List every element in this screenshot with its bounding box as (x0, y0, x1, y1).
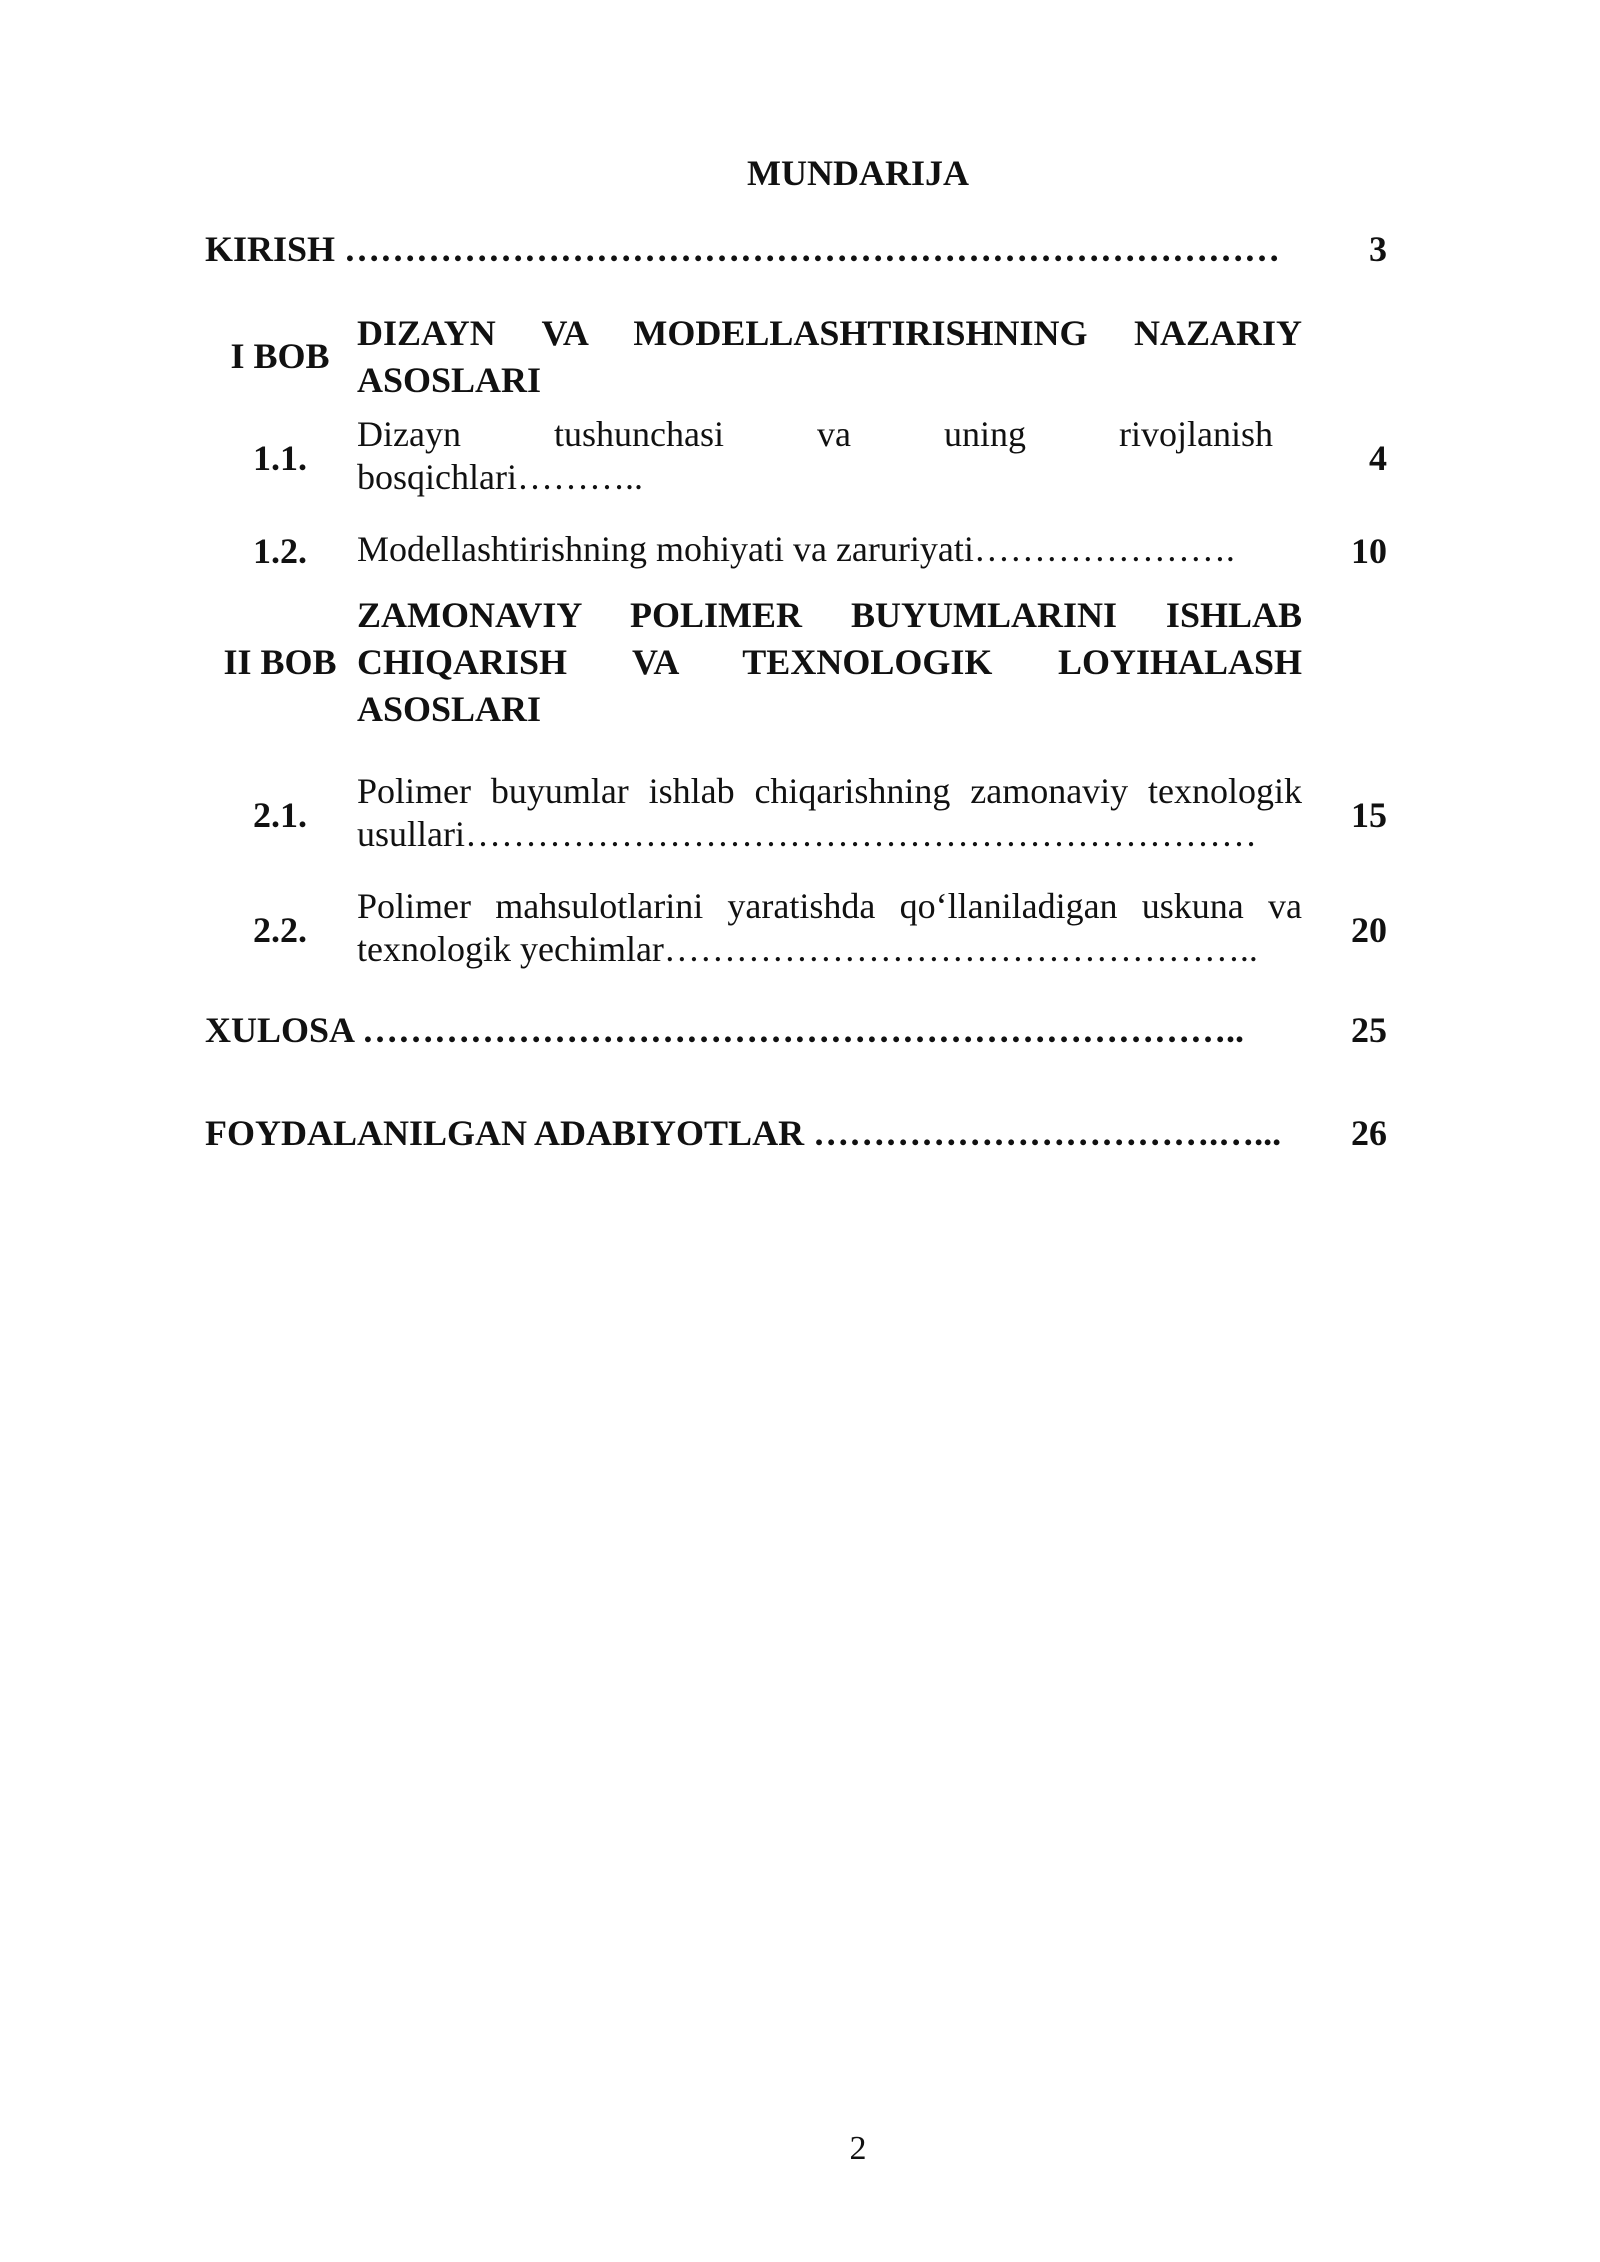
section-label: 1.2. (253, 531, 307, 571)
chapter-title: DIZAYN VA MODELLASHTIRISHNING NAZARIY ASOSLARI (357, 313, 1302, 400)
toc-page-number: 3 (1369, 229, 1387, 269)
toc-entry-text: KIRISH …………………………………………………………………… (205, 229, 1281, 269)
page-number: 2 (849, 2130, 867, 2167)
toc-page-number: 10 (1351, 531, 1387, 571)
section-label: 2.2. (253, 910, 307, 950)
toc-entry-kirish (205, 226, 1405, 276)
toc-section-1-2 (205, 528, 1405, 574)
toc-page-number: 20 (1351, 910, 1387, 950)
toc-page-number: 26 (1351, 1113, 1387, 1153)
section-title: Polimer buyumlar ishlab chiqarishning zamonaviy texnologik usullari………………………………………………………… (357, 771, 1302, 854)
chapter-label: I BOB (230, 336, 330, 376)
toc-chapter-2 (205, 592, 1405, 733)
section-label: 2.1. (253, 795, 307, 835)
toc-entry-adabiyotlar (205, 1110, 1405, 1160)
toc-section-2-1 (205, 770, 1405, 860)
chapter-title: ZAMONAVIY POLIMER BUYUMLARINI ISHLAB CHIQARISH VA TEXNOLOGIK LOYIHALASH ASOSLARI (357, 595, 1302, 729)
section-title-line1: Dizayn tushunchasi va uning rivojlanish (357, 414, 1273, 454)
toc-page-number: 4 (1369, 438, 1387, 478)
toc-page-number: 15 (1351, 795, 1387, 835)
section-title: Modellashtirishning mohiyati va zaruriyati…………………. (357, 529, 1235, 569)
toc-entry-xulosa (205, 1007, 1405, 1057)
section-title: Polimer mahsulotlarini yaratishda qo‘llaniladigan uskuna va texnologik yechimlar………………………………………….. (357, 886, 1302, 969)
toc-section-2-2 (205, 885, 1405, 975)
toc-entry-text: FOYDALANILGAN ADABIYOTLAR …………………………….…... (205, 1113, 1282, 1153)
toc-title: MUNDARIJA (747, 153, 969, 193)
toc-section-1-1 (205, 413, 1405, 503)
toc-entry-text: XULOSA ……………………………………………………………….. (205, 1010, 1245, 1050)
section-label: 1.1. (253, 438, 307, 478)
section-title-line2: bosqichlari……….. (357, 457, 643, 497)
toc-chapter-1 (205, 310, 1405, 404)
chapter-label: II BOB (223, 642, 337, 682)
toc-page-number: 25 (1351, 1010, 1387, 1050)
